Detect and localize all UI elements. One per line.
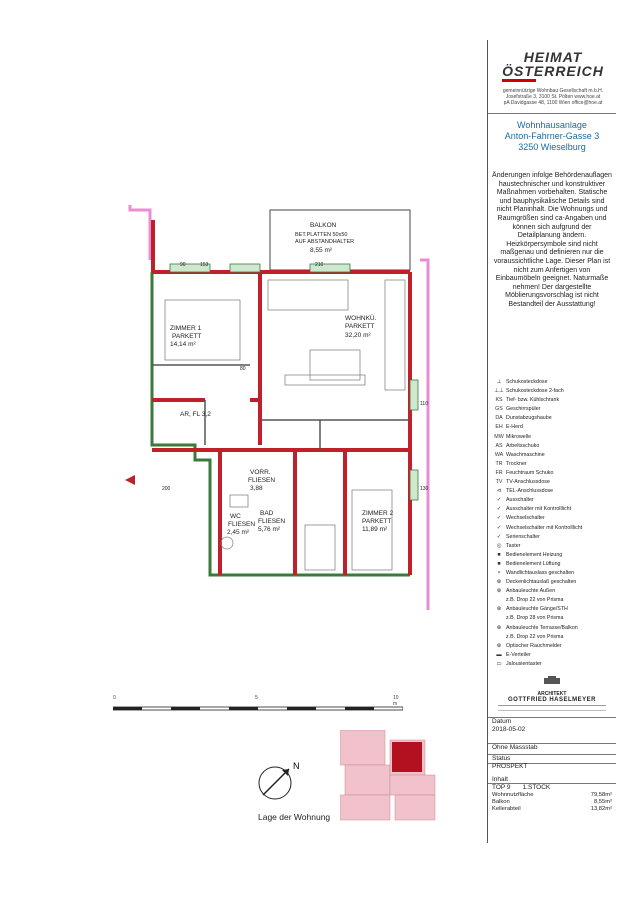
svg-text:BAD: BAD <box>260 510 274 517</box>
legend-text: TV-Anschlussdose <box>506 479 550 486</box>
svg-text:14,14 m²: 14,14 m² <box>170 341 196 348</box>
legend-symbol-icon: AS <box>495 442 503 449</box>
dim-label: 110 <box>420 401 428 407</box>
dim-label: 153 <box>200 262 209 268</box>
legend-text: Serienschalter <box>506 533 540 540</box>
entrance-arrow-icon <box>125 475 135 485</box>
legend-item <box>492 542 612 551</box>
svg-text:2,45 m²: 2,45 m² <box>227 529 250 536</box>
svg-text:AR, FL 3,2: AR, FL 3,2 <box>180 411 211 418</box>
svg-text:FLIESEN: FLIESEN <box>258 518 286 525</box>
legend-text: Taster <box>506 542 521 549</box>
legend-text: Bedienelement Heizung <box>506 551 563 558</box>
legend-item <box>492 496 612 505</box>
architect-stamp: ARCHITEKT GOTTFRIED HASELMEYER <box>492 676 612 714</box>
legend-symbol-icon: EH <box>495 424 503 431</box>
svg-text:PARKETT: PARKETT <box>172 333 202 340</box>
legend-symbol-icon: ⊗ <box>496 606 502 613</box>
legend-item <box>492 578 612 587</box>
legend-item <box>492 642 612 651</box>
north-arrow-icon <box>255 755 305 805</box>
svg-text:8,55 m²: 8,55 m² <box>310 247 333 254</box>
legend-text: Ausschalter <box>506 497 534 504</box>
legend-item <box>492 487 612 496</box>
legend-text: Feuchtraum Schuko <box>506 469 554 476</box>
datum-block: Datum 2018-05-02 <box>492 718 526 733</box>
legend-symbol-icon: ✓ <box>496 497 502 504</box>
scale-bar <box>113 704 403 714</box>
legend-symbol-icon: ▭ <box>496 660 502 667</box>
legend-symbol-icon: ⊗ <box>496 588 502 595</box>
svg-text:32,20 m²: 32,20 m² <box>345 332 371 339</box>
legend-text: Jalousientaster <box>506 660 542 667</box>
legend-item <box>492 405 612 414</box>
legend-symbol-icon: FR <box>495 469 503 476</box>
svg-text:BALKON: BALKON <box>310 222 337 229</box>
legend-item <box>492 451 612 460</box>
svg-text:ZIMMER 1: ZIMMER 1 <box>170 325 202 332</box>
legend-symbol-icon: GS <box>495 406 503 413</box>
legend-text: Deckenlichtauslaß geschalten <box>506 579 577 586</box>
legend-item <box>492 378 612 387</box>
legend-symbol-icon: ■ <box>497 551 501 558</box>
legend-text: Arbeitsschuko <box>506 442 540 449</box>
legend-item <box>492 442 612 451</box>
legend-item <box>492 478 612 487</box>
legend-text: Schukosteckdose 2-fach <box>506 388 564 395</box>
floor-plan <box>110 200 440 620</box>
legend-symbol-icon: KS <box>495 397 503 404</box>
legend-text: Bedienelement Lüftung <box>506 560 561 567</box>
svg-text:BET.PLATTEN 50x50: BET.PLATTEN 50x50 <box>295 232 348 238</box>
legend-text: E-Verteiler <box>506 651 531 658</box>
company-logo: HEIMAT ÖSTERREICH gemeinnützige Wohnbau Gesellschaft m.b.H. Josefstraße 3, 3100 St. Pölten www.hoe.at pA Davidgasse 48, 1100 Wien office@hoe.at <box>502 49 604 106</box>
legend-symbol-icon: ⊥ <box>496 379 502 385</box>
legend-symbol-icon: WA <box>494 451 504 458</box>
legend-text: Mikrowelle <box>506 433 532 440</box>
dim-label: 130 <box>420 486 429 492</box>
legend-text: z.B. Drop 28 von Prisma <box>506 615 564 622</box>
dim-label: 210 <box>315 262 324 268</box>
legend-item <box>492 505 612 514</box>
svg-text:VORR.: VORR. <box>250 469 271 476</box>
legend-text: Wechselschalter <box>506 515 545 522</box>
legend-text: z.B. Drop 22 von Prisma <box>506 633 564 640</box>
legend-item <box>492 651 612 660</box>
legend <box>492 378 612 669</box>
legend-text: Anbauleuchte Außen <box>506 588 556 595</box>
legend-item <box>492 423 612 432</box>
dim-label: 80 <box>240 366 246 372</box>
legend-symbol-icon: ✓ <box>496 533 502 540</box>
legend-symbol-icon: ■ <box>497 560 501 567</box>
legend-text: E-Herd <box>506 424 523 431</box>
svg-text:WOHNKÜ.: WOHNKÜ. <box>345 315 377 322</box>
svg-text:FLIESEN: FLIESEN <box>248 477 276 484</box>
legend-text: Dunstabzugshaube <box>506 415 552 422</box>
legend-text: Schukosteckdose <box>506 379 548 385</box>
legend-text: Waschmaschine <box>506 451 545 458</box>
legend-text: Tief- bzw. Kühlschrank <box>506 397 560 404</box>
legend-symbol-icon: ✓ <box>496 524 502 531</box>
legend-text: Geschirrspüler <box>506 406 541 413</box>
legend-symbol-icon: ✓ <box>496 506 502 513</box>
svg-text:PARKETT: PARKETT <box>345 323 375 330</box>
legend-item <box>492 614 612 623</box>
svg-text:AUF ABSTANDHALTER: AUF ABSTANDHALTER <box>295 239 355 245</box>
legend-symbol-icon: ◎ <box>496 542 502 549</box>
legend-symbol-icon: ▬ <box>496 651 502 658</box>
disclaimer-note: Änderungen infolge Behördenauflagen haustechnischer und konstruktiver Maßnahmen vorbehalten. Statische und bauphysikalische Details sind nicht Planinhalt. Die Wohnungs und Raumgrößen sind ca-Angaben und können sich aufgrund der Detailplanung ändern. Heizkörpersymbole sind nicht maßgenau und definieren nur die voraussichtliche Lage. Dieser Plan ist nicht zum Anfertigen von Einbaumöbeln geeignet. Naturmaße nehmen! Der dargestellte Möblierungsvorschlag ist nicht Bestandteil der Ausstattung! <box>492 172 612 308</box>
inhalt-block: Inhalt TOP 9 1.STOCK Wohnnutzfläche 79,58m² Balkon 8,55m² Kellerabteil 13,82m² <box>492 776 612 812</box>
legend-text: Wechselschalter mit Kontrolllicht <box>506 524 583 531</box>
legend-text: Anbauleuchte Terrasse/Balkon <box>506 624 578 631</box>
dim-label: 200 <box>162 486 171 492</box>
legend-item <box>492 596 612 605</box>
legend-item <box>492 460 612 469</box>
legend-text: Anbauleuchte Gänge/STH <box>506 606 568 613</box>
legend-text: Ausschalter mit Kontrolllicht <box>506 506 572 513</box>
legend-item <box>492 433 612 442</box>
legend-symbol-icon: ⊗ <box>496 579 502 586</box>
legend-text: Wandlichtauslass geschalten <box>506 569 575 576</box>
svg-text:FLIESEN: FLIESEN <box>228 521 256 528</box>
plan-sheet: HEIMAT ÖSTERREICH gemeinnützige Wohnbau Gesellschaft m.b.H. Josefstraße 3, 3100 St. Pölten www.hoe.at pA Davidgasse 48, 1100 Wien office@hoe.at Wohnhausanlage Anton-Fahrner-Gasse 3 3250 Wieselburg Änderungen infolge Behördenauflagen haustechnischer und konstruktiver Maßnahmen vorbehalten. Statische und bauphysikalische Details sind nicht Planinhalt. Die Wohnungs und Raumgrößen sind ca-Angaben und können sich aufgrund der Detailplanung ändern. Heizkörpersymbole sind nicht maßgenau und definieren nur die voraussichtliche Lage. Dieser Plan ist nicht zum Anfertigen von Einbaumöbeln geeignet. Naturmaße nehmen! Der dargestellte Möblierungsvorschlag ist nicht Bestandteil der Ausstattung! ⊥ Schukosteckdose ⊥⊥ Schukosteckdose 2-fach KS Tief- bzw. Kühlschrank GS Geschirrspüler DA Dunstabzugshaube EH E-Herd MW Mikrowelle AS Arbeitsschuko WA Waschmaschine TR Trockner FR Feuchtraum Schuko TV TV-Anschlussdose ⊲ TEL-Anschlussdose ✓ Ausschalter ✓ Ausschalter mit Kontrolllicht ✓ Wechselschalter ✓ Wechselschalter mit Kontrolllicht ✓ Serienschalter ◎ Taster ■ Bedienelement Heizung ■ Bedienelement Lüftung × Wandlichtauslass geschalten ⊗ Deckenlichtauslaß geschalten ⊗ Anbauleuchte Außen z.B. Drop 22 von Prisma ⊗ Anbauleuchte Gänge/STH z.B. Drop 28 von Prisma ⊗ Anbauleuchte Terrasse/Balkon z.B. Drop 22 von Prisma ⊗ Optischer Rauchmelder ▬ E-Verteiler ▭ Jalousientaster ARCHITEKT GOTTFRIED HASELMEYER Datum 2018-05-02 Ohne Massstab Status PROSPEKT Inhalt TOP 9 1.STOCK Wohnnutzfläche 79,58m² Balkon 8,55m² Kellerabteil 13,82m² 90 153 210 110 130 80 200 BALKON BET.PLATTEN 50x50 AUF ABSTANDHALTER 8,55 m² WOHNKÜ. PARKETT 32,20 m² ZIMMER 1 PARKETT 14,14 m² AR, FL 3,2 VORR. FLIESEN 3,88 BAD FLIESEN 5,76 m² WC FLIESEN 2,45 m² ZIMMER 2 PARKETT 11,89 m² 0 5 10 m N Lage der Wohnung <box>0 0 636 900</box>
massstab: Ohne Massstab <box>492 744 538 751</box>
legend-item <box>492 396 612 405</box>
legend-item <box>492 660 612 669</box>
legend-item <box>492 560 612 569</box>
legend-symbol-icon: ⊗ <box>496 624 502 631</box>
legend-symbol-icon: DA <box>495 415 503 422</box>
legend-symbol-icon: ⊲ <box>496 488 502 495</box>
location-mini-map <box>340 730 450 830</box>
legend-text: TEL-Anschlussdose <box>506 488 554 495</box>
legend-symbol-icon: × <box>497 569 501 576</box>
legend-item <box>492 624 612 633</box>
legend-item <box>492 587 612 596</box>
legend-item <box>492 551 612 560</box>
legend-symbol-icon: ⊥⊥ <box>494 388 504 395</box>
legend-item <box>492 533 612 542</box>
legend-item <box>492 633 612 642</box>
legend-symbol-icon: ✓ <box>496 515 502 522</box>
project-title: Wohnhausanlage Anton-Fahrner-Gasse 3 3250 Wieselburg <box>504 120 600 152</box>
legend-text: Optischer Rauchmelder <box>506 642 562 649</box>
legend-text: Trockner <box>506 460 527 467</box>
legend-item <box>492 387 612 396</box>
svg-text:5,76 m²: 5,76 m² <box>258 526 281 533</box>
lage-label: Lage der Wohnung <box>258 812 331 822</box>
legend-item <box>492 569 612 578</box>
legend-symbol-icon: MW <box>494 433 504 440</box>
svg-text:11,89 m²: 11,89 m² <box>362 526 388 533</box>
legend-item <box>492 605 612 614</box>
svg-text:N: N <box>293 761 300 771</box>
status-block: Status PROSPEKT <box>492 755 528 770</box>
legend-text: z.B. Drop 22 von Prisma <box>506 597 564 604</box>
legend-symbol-icon: TV <box>495 479 503 486</box>
svg-text:3,88: 3,88 <box>250 485 263 492</box>
legend-item <box>492 414 612 423</box>
legend-item <box>492 524 612 533</box>
legend-symbol-icon: ⊗ <box>496 642 502 649</box>
dim-label: 90 <box>180 262 186 268</box>
svg-text:PARKETT: PARKETT <box>362 518 392 525</box>
legend-item <box>492 469 612 478</box>
svg-text:ZIMMER 2: ZIMMER 2 <box>362 510 394 517</box>
legend-symbol-icon: TR <box>495 460 503 467</box>
legend-item <box>492 514 612 523</box>
svg-text:WC: WC <box>230 513 241 520</box>
